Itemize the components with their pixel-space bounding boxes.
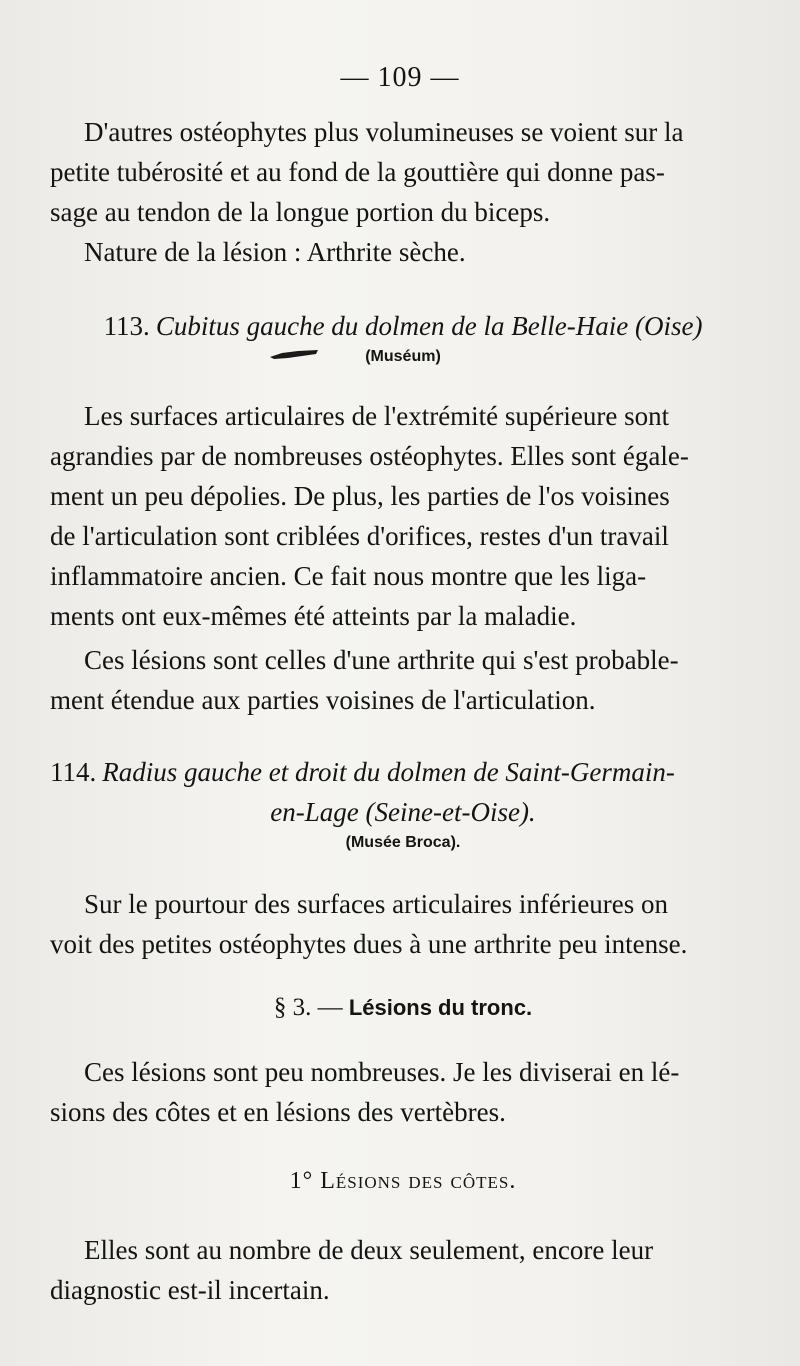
item-number: 113.: [103, 311, 150, 341]
heading-item-114: [50, 752, 756, 832]
text-line: Elles sont au nombre de deux seulement, encore leur: [84, 1235, 654, 1265]
paragraph-subsection1: [50, 1230, 756, 1310]
paragraph-114: [50, 884, 756, 964]
text-line: inflammatoire ancien. Ce fait nous montre que les liga-: [50, 561, 647, 591]
section-title: Lésions du tronc.: [348, 995, 533, 1020]
paragraph-113a: [50, 396, 756, 636]
text-line: Les surfaces articulaires de l'extrémité supérieure sont: [84, 401, 670, 431]
text-line: petite tubérosité et au fond de la gouttière qui donne pas-: [50, 157, 665, 187]
paragraph-113b: [50, 640, 756, 720]
museum-label: (Musée Broca).: [345, 834, 461, 851]
item-title: Cubitus gauche du dolmen de la Belle-Haie (Oise): [155, 311, 703, 341]
text-line: voit des petites ostéophytes dues à une arthrite peu intense.: [50, 929, 688, 959]
text-line: D'autres ostéophytes plus volumineuses se voient sur la: [84, 117, 684, 147]
text-line: sage au tendon de la longue portion du biceps.: [50, 197, 551, 227]
text-line: de l'articulation sont criblées d'orifices, restes d'un travail: [50, 521, 669, 551]
text-line: Sur le pourtour des surfaces articulaires inférieures on: [84, 889, 669, 919]
paragraph-section3: [50, 1052, 756, 1132]
paragraph-osteophytes: [50, 112, 756, 272]
text-line: sions des côtes et en lésions des vertèbres.: [50, 1097, 506, 1127]
text-line: ment un peu dépolies. De plus, les parties de l'os voisines: [50, 481, 670, 511]
text-line: ments ont eux-mêmes été atteints par la maladie.: [50, 601, 577, 631]
section-label: § 3. —: [273, 994, 343, 1021]
item-title-line2: en-Lage (Seine-et-Oise).: [270, 797, 536, 827]
subsection-heading: 1° Lésions des côtes.: [289, 1168, 517, 1194]
text-line-nature: Nature de la lésion : Arthrite sèche.: [84, 237, 466, 267]
heading-item-113: [50, 306, 756, 346]
page-number: — 109 —: [340, 62, 460, 93]
text-line: ment étendue aux parties voisines de l'articulation.: [50, 685, 596, 715]
museum-label: (Muséum): [365, 348, 441, 365]
text-line: Ces lésions sont peu nombreuses. Je les diviserai en lé-: [84, 1057, 680, 1087]
item-title-line1: Radius gauche et droit du dolmen de Saint-Germain-: [102, 757, 675, 787]
text-line: Ces lésions sont celles d'une arthrite qui s'est probable-: [84, 645, 679, 675]
text-line: agrandies par de nombreuses ostéophytes. Elles sont égale-: [50, 441, 689, 471]
item-number: 114.: [50, 757, 97, 787]
text-line: diagnostic est-il incertain.: [50, 1275, 330, 1305]
section-heading: [50, 994, 756, 1022]
